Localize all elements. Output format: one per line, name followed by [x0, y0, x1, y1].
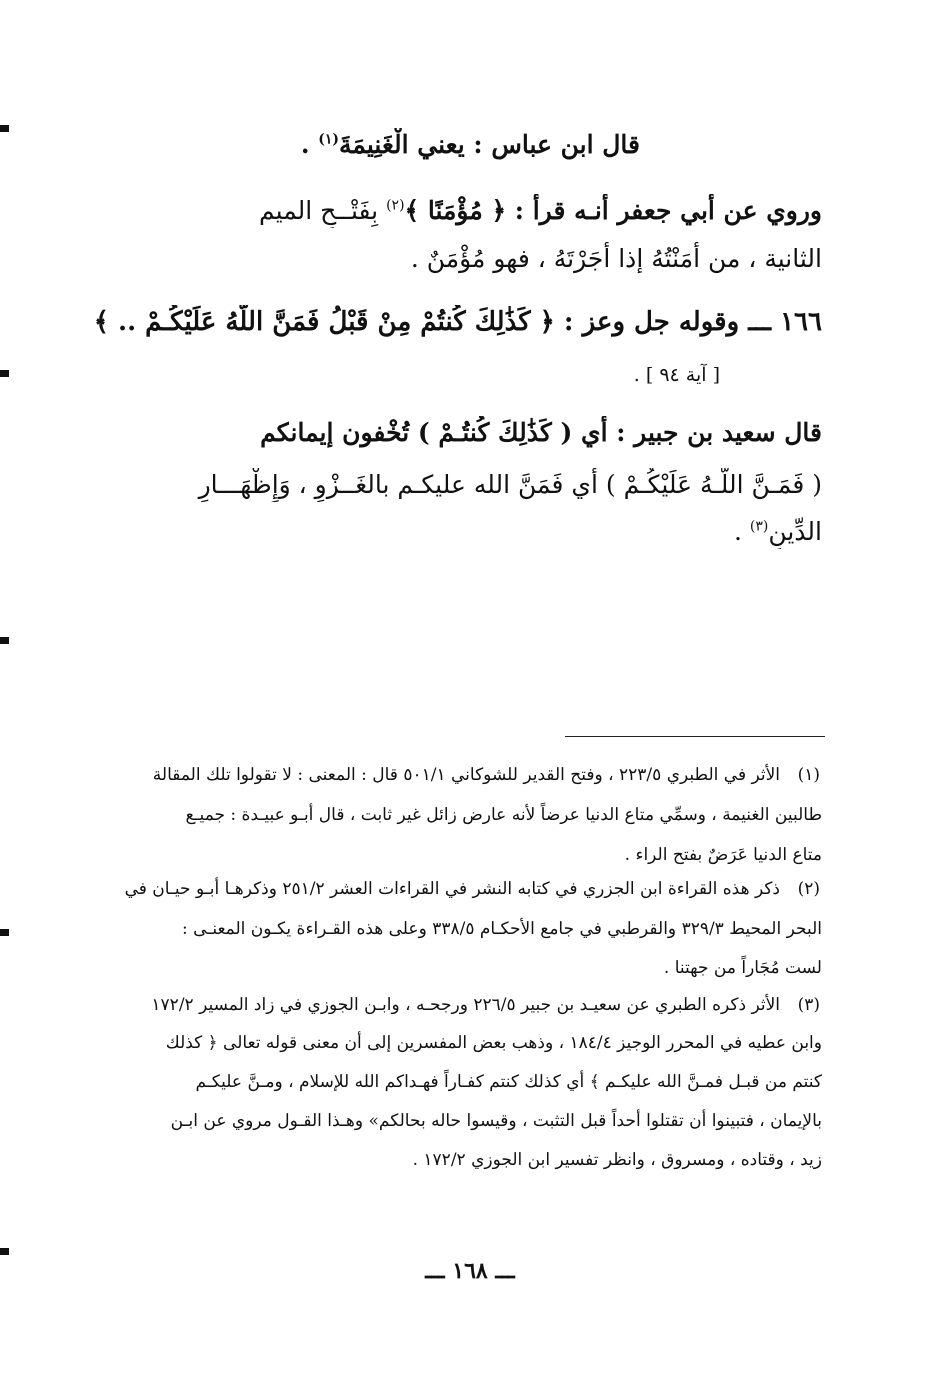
- footnote-number: (٣): [797, 995, 820, 1015]
- paragraph-abu-jafar-line1: وروي عن أبي جعفر أنـه قرأ : ﴿ مُؤْمَنًا ﴾$^{(٢)}$ بِفَتْــحِ الميم: [259, 196, 822, 225]
- scan-edge-mark: [0, 637, 9, 644]
- footnote-separator: [565, 736, 825, 737]
- footnote-line: متاع الدنيا عَرَضٌ بفتح الراء .: [624, 845, 822, 865]
- footnote-number: (١): [797, 765, 820, 785]
- footnote-ref: (٣): [749, 518, 769, 535]
- scan-edge-mark: [0, 370, 9, 377]
- footnote-line: بالإيمان ، فتبينوا أن تقتلوا أحداً قبل التثبت ، وقيسوا حاله بحالكم» وهـذا القـول مروي عن ابـن: [170, 1111, 822, 1131]
- paragraph-said-line3: الدِّينِ$^{(٣)}$ .: [733, 517, 822, 546]
- page-number: ـــ ١٦٨ ـــ: [425, 1258, 515, 1284]
- footnote-line: لست مُجَاراً من جهتنا .: [663, 958, 822, 978]
- paragraph-said-line2: ( فَمَـنَّ اللَّـهُ عَلَيْكُـمْ ) أي فَمَنَّ الله عليكـم بالغَــزْوِ ، وَإِظْهَـــارِ: [198, 470, 822, 499]
- verse-reference: [ آية ٩٤ ] .: [633, 364, 720, 386]
- verse-heading: ١٦٦ ـــ وقوله جل وعز : ﴿ كَذَٰلِكَ كُنتُمْ مِنْ قَبْلُ فَمَنَّ اللَّهُ عَلَيْكُـمْ .. ﴾: [93, 307, 822, 337]
- paragraph-ibn-abbas: قال ابن عباس : يعني الْغَنِيمَةَ$^{(١)}$ .: [300, 130, 640, 159]
- footnote-line: زيد ، وقتاده ، ومسروق ، وانظر تفسير ابن الجوزي ١٧٢/٢ .: [412, 1150, 822, 1170]
- footnote-line: ذكر هذه القراءة ابن الجزري في كتابه النشر في القراءات العشر ٢٥١/٢ وذكرهـا أبـو حيـان في: [124, 879, 780, 899]
- paragraph-said-line1: قال سعيد بن جبير : أي ( كَذَٰلِكَ كُنتُـمْ ) تُخْفون إيمانكم: [260, 418, 822, 447]
- scan-edge-mark: [0, 929, 9, 936]
- footnote-line: طالبين الغنيمة ، وسمِّي متاع الدنيا عرضاً لأنه عارض زائل غير ثابت ، قال أبـو عبيـدة : جميـع: [185, 805, 822, 825]
- footnote-line: الأثر في الطبري ٢٢٣/٥ ، وفتح القدير للشوكاني ٥٠١/١ قال : المعنى : لا تقولوا تلك المقالة: [152, 765, 780, 785]
- scan-edge-mark: [0, 125, 9, 132]
- footnote-ref: (٢): [386, 197, 405, 214]
- footnote-ref: (١): [318, 131, 340, 148]
- scan-edge-mark: [0, 1248, 9, 1255]
- paragraph-abu-jafar-line2: الثانية ، من أَمَنْتُهُ إذا أَجَرْتَهُ ، فهو مُؤْمَنٌ .: [410, 244, 822, 273]
- footnote-line: الأثر ذكره الطبري عن سعيـد بن جبير ٢٢٦/٥ ورجحـه ، وابـن الجوزي في زاد المسير ١٧٢/٢: [151, 995, 780, 1015]
- footnote-line: كنتم من قبـل فمـنَّ الله عليكـم ﴾ أي كذلك كنتم كفـاراً فهـداكم الله للإسلام ، ومـنَّ عليكـم: [195, 1072, 822, 1092]
- footnote-line: وابن عطيه في المحرر الوجيز ١٨٤/٤ ، وذهب بعض المفسرين إلى أن معنى قوله تعالى ﴿ كذلك: [165, 1033, 822, 1053]
- footnote-number: (٢): [797, 879, 820, 899]
- footnote-line: البحر المحيط ٣٢٩/٣ والقرطبي في جامع الأحكـام ٣٣٨/٥ وعلى هذه القـراءة يكـون المعنـى :: [182, 919, 822, 939]
